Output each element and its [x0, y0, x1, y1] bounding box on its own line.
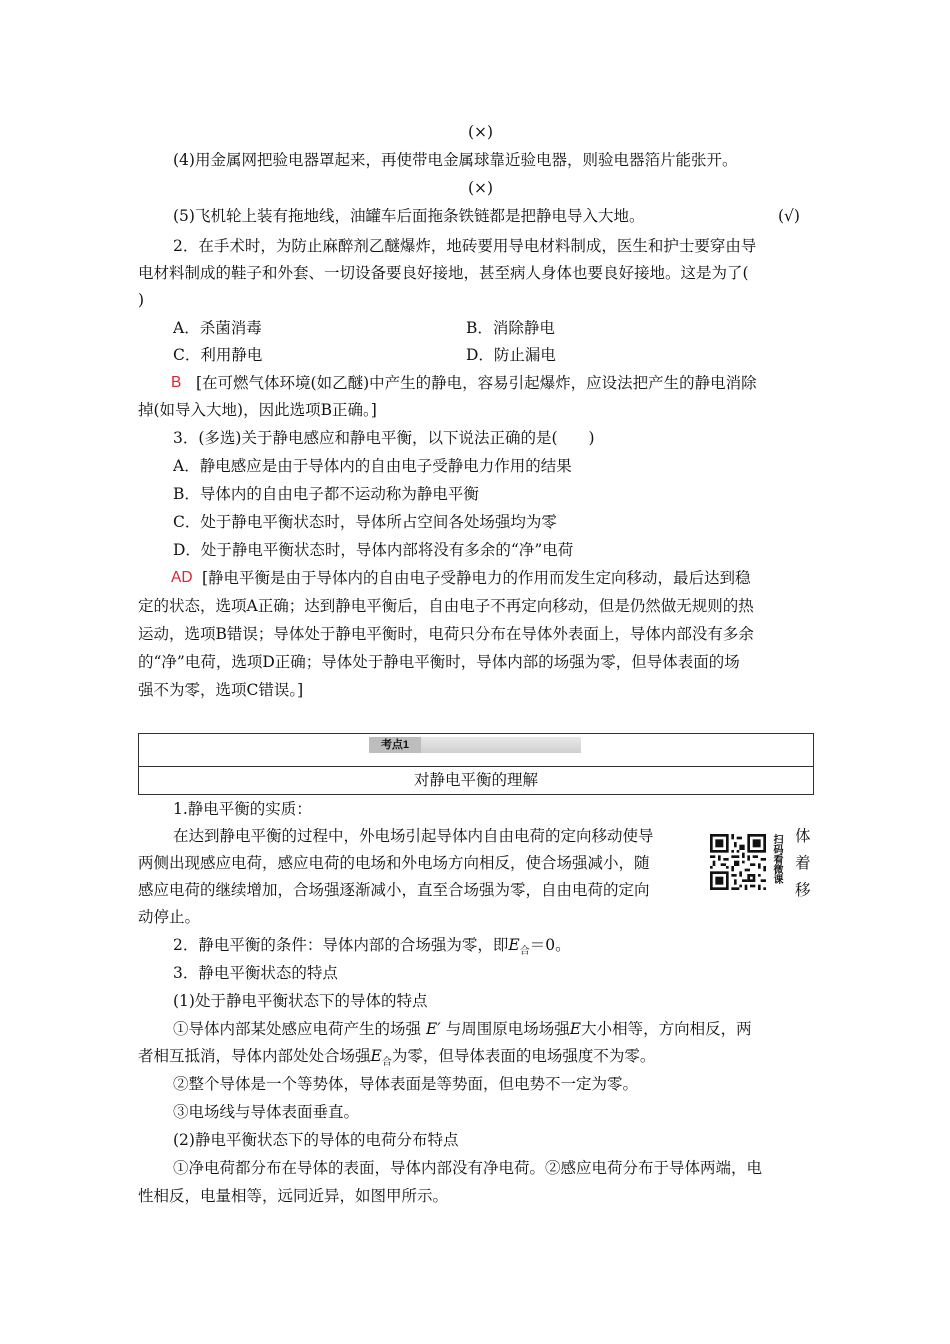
question-2-stem: 2．在手术时，为防止麻醉剂乙醚爆炸，地砖要用导电材料制成，医生和护士要穿由导 — [173, 237, 757, 255]
paragraph: 感应电荷的继续增加，合场强逐渐减小，直至合场强为零，自由电荷的定向 — [138, 881, 650, 899]
point-2: ②整个导体是一个等势体，导体表面是等势面，但电势不一定为零。 — [173, 1075, 639, 1093]
explanation: 强不为零，选项C错误。] — [138, 681, 304, 699]
text: 者相互抵消，导体内部处处合场强 — [138, 1047, 371, 1065]
judgement-mark: (√) — [778, 207, 800, 225]
text: 为零，但导体表面的电场强度不为零。 — [391, 1047, 656, 1065]
option-a: A．杀菌消毒 — [173, 319, 262, 337]
option-b: B．导体内的自由电子都不运动称为静电平衡 — [173, 485, 479, 503]
section-tag — [369, 737, 581, 753]
section-tag-label: 考点1 — [369, 737, 421, 753]
statement-4: (4)用金属网把验电器罩起来，再使带电金属球靠近验电器，则验电器箔片能张开。 — [173, 151, 738, 169]
option-a: A．静电感应是由于导体内的自由电子受静电力作用的结果 — [173, 457, 572, 475]
qr-code-icon[interactable] — [710, 834, 766, 890]
option-c: C．利用静电 — [173, 346, 263, 364]
explanation: 运动，选项B错误；导体处于静电平衡时，电荷只分布在导体外表面上，导体内部没有多余 — [138, 625, 754, 643]
judgement-mark: (×) — [468, 123, 494, 141]
paragraph-tail: 移 — [795, 881, 811, 899]
option-d: D．防止漏电 — [466, 346, 556, 364]
paragraph: 动停止。 — [138, 908, 201, 926]
option-c: C．处于静电平衡状态时，导体所占空间各处场强均为零 — [173, 513, 557, 531]
paragraph: ①净电荷都分布在导体的表面，导体内部没有净电荷。②感应电荷分布于导体两端，电 — [173, 1159, 763, 1177]
section-header-box — [138, 733, 814, 795]
field-symbol: E — [508, 936, 520, 954]
statement-5: (5)飞机轮上装有拖地线，油罐车后面拖条铁链都是把静电导入大地。 — [173, 207, 645, 225]
paragraph: 两侧出现感应电荷，感应电荷的电场和外电场方向相反，使合场强减小，随 — [138, 854, 650, 872]
option-d: D．处于静电平衡状态时，导体内部将没有多余的“净”电荷 — [173, 541, 574, 559]
paragraph-tail: 体 — [795, 827, 811, 845]
answer-letters: AD — [171, 569, 193, 586]
divider — [139, 766, 813, 767]
field-symbol: E — [569, 1020, 582, 1038]
paragraph: 性相反，电量相等，远同近异，如图甲所示。 — [138, 1187, 449, 1205]
subscript: 合 — [519, 946, 530, 958]
paragraph-tail: 着 — [795, 854, 811, 872]
heading-2-text: 2．静电平衡的条件：导体内部的合场强为零，即 — [173, 936, 509, 954]
point-1 — [173, 1019, 752, 1039]
question-3-stem: 3．(多选)关于静电感应和静电平衡，以下说法正确的是( ) — [173, 429, 595, 447]
subscript: 合 — [381, 1057, 392, 1069]
option-b: B．消除静电 — [466, 319, 555, 337]
point-1-cont — [138, 1046, 655, 1073]
explanation: 的“净”电荷，选项D正确；导体处于静电平衡时，导体内部的场强为零，但导体表面的场 — [138, 653, 740, 671]
explanation: [在可燃气体环境(如乙醚)中产生的静电，容易引起爆炸，应设法把产生的静电消除 — [196, 374, 757, 392]
qr-caption: 扫码看微课 — [771, 834, 782, 884]
paragraph: 在达到静电平衡的过程中，外电场引起导体内自由电荷的定向移动使导 — [173, 827, 654, 845]
question-2-stem: 电材料制成的鞋子和外套、一切设备要良好接地，甚至病人身体也要良好接地。这是为了( — [138, 264, 749, 282]
heading-2 — [173, 935, 571, 962]
heading-1: 1.静电平衡的实质： — [173, 800, 312, 818]
explanation: 定的状态，选项A正确；达到静电平衡后，自由电子不再定向移动，但是仍然做无规则的热 — [138, 597, 754, 615]
field-symbol: E — [370, 1047, 382, 1065]
judgement-mark: (×) — [468, 179, 494, 197]
question-2-stem: ) — [138, 291, 145, 309]
point-3: ③电场线与导体表面垂直。 — [173, 1103, 360, 1121]
text: 大小相等，方向相反，两 — [581, 1020, 752, 1038]
section-title: 对静电平衡的理解 — [413, 771, 538, 789]
answer-letter: B — [171, 374, 182, 391]
explanation: 掉(如导入大地)，因此选项B正确。] — [138, 401, 377, 419]
heading-2-tail: ＝0。 — [529, 936, 571, 954]
explanation: [静电平衡是由于导体内的自由电子受静电力的作用而发生定向移动，最后达到稳 — [202, 569, 751, 587]
text: 与周围原电场场强 — [445, 1020, 570, 1038]
subheading: (1)处于静电平衡状态下的导体的特点 — [173, 992, 428, 1010]
text: ①导体内部某处感应电荷产生的场强 — [173, 1020, 422, 1038]
field-symbol: E′ — [425, 1020, 441, 1038]
subheading: (2)静电平衡状态下的导体的电荷分布特点 — [173, 1131, 459, 1149]
heading-3: 3．静电平衡状态的特点 — [173, 964, 338, 982]
